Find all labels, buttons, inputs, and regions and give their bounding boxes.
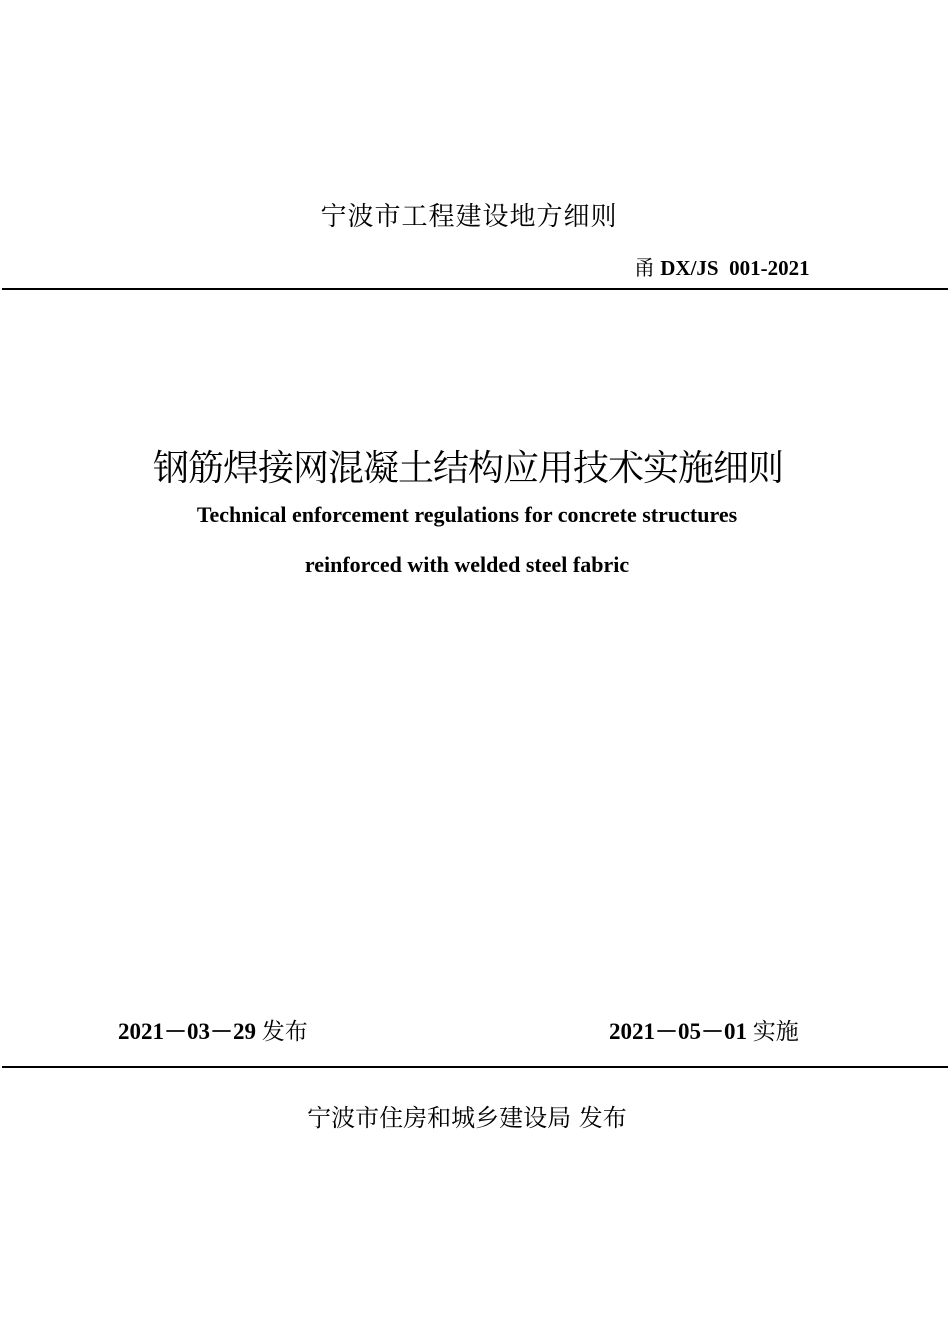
issue-date-label: 发布 bbox=[261, 1019, 308, 1045]
main-title-chinese: 钢筋焊接网混凝土结构应用技术实施细则 bbox=[152, 448, 783, 489]
standard-number bbox=[634, 252, 810, 282]
issue-date bbox=[118, 1013, 308, 1046]
standard-code: DX/JS 001-2021 bbox=[660, 256, 810, 280]
implementation-date-value: 2021－05－01 bbox=[609, 1019, 747, 1044]
implementation-date-label: 实施 bbox=[752, 1019, 799, 1045]
series-title: 宁波市工程建设地方细则 bbox=[320, 202, 618, 232]
standard-prefix: 甬 bbox=[634, 256, 655, 280]
english-title-line-1: Technical enforcement regulations for concrete structures bbox=[196, 502, 738, 527]
issue-date-value: 2021－03－29 bbox=[118, 1019, 256, 1044]
top-divider bbox=[2, 288, 948, 290]
implementation-date bbox=[609, 1013, 799, 1046]
publisher: 宁波市住房和城乡建设局 发布 bbox=[307, 1104, 627, 1132]
bottom-divider bbox=[2, 1066, 948, 1068]
english-title-line-2: reinforced with welded steel fabric bbox=[304, 552, 630, 577]
